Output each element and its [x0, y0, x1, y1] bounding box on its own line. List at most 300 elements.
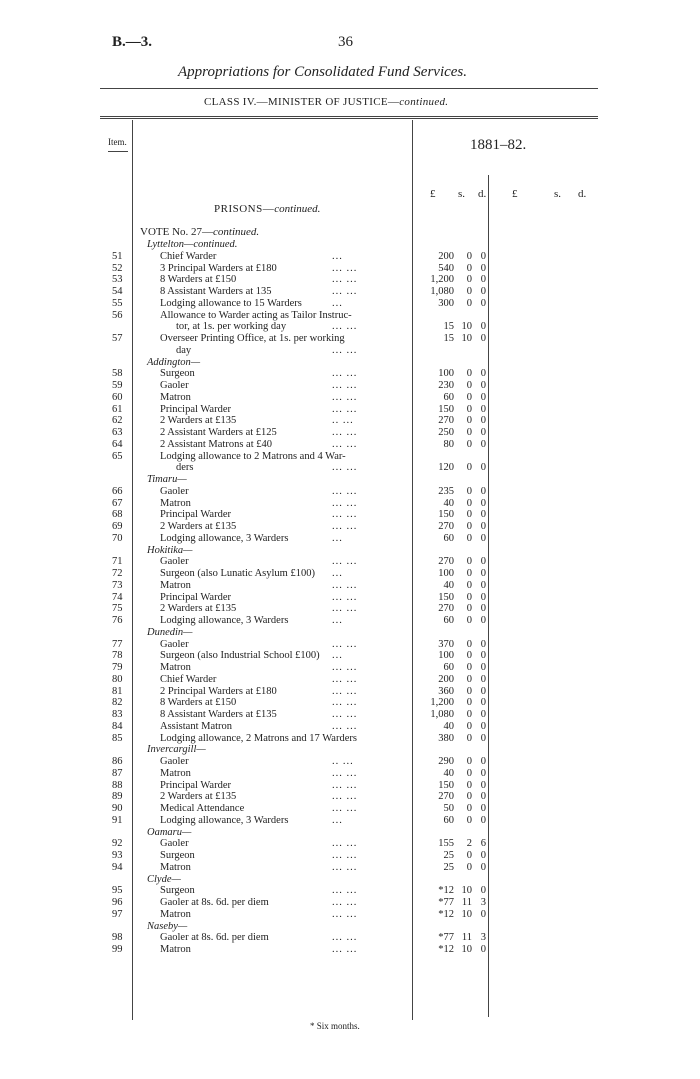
item-number: 94: [112, 861, 123, 873]
amount-pounds: 50: [443, 803, 454, 814]
leader-dots: ... ...: [332, 521, 358, 532]
amount-pounds: 360: [438, 685, 454, 697]
table-row: [0, 451, 700, 463]
leader-dots: ...: [332, 532, 343, 544]
amount-shillings: 0: [466, 274, 472, 286]
amount-pence: 0: [480, 803, 486, 814]
amount-pounds: 1,080: [430, 709, 454, 720]
table-row: [0, 721, 700, 733]
amount-pence: 0: [480, 697, 486, 709]
table-row: [0, 768, 700, 780]
amount-shillings: 0: [466, 391, 472, 403]
leader-dots: .. ...: [332, 415, 354, 427]
amount-shillings: 0: [466, 732, 472, 744]
amount-shillings: 0: [466, 579, 472, 591]
leader-dots: ... ...: [332, 767, 358, 779]
amount-pence: 0: [480, 861, 486, 873]
amount-pence: 0: [480, 756, 486, 767]
table-row: [0, 850, 700, 862]
amount-shillings: 0: [466, 767, 472, 779]
leader-dots: ...: [332, 650, 343, 662]
table-row: [0, 533, 700, 545]
amount-pence: 3: [480, 897, 486, 908]
item-number: 64: [112, 438, 123, 450]
item-description: Surgeon: [160, 850, 195, 861]
item-number: 98: [112, 932, 123, 944]
amount-pounds: *12: [438, 885, 454, 897]
amount-pounds: *77: [438, 897, 454, 908]
leader-dots: ... ...: [332, 944, 358, 955]
amount-pounds: 250: [438, 427, 454, 438]
table-row: [0, 733, 700, 745]
item-number: 99: [112, 944, 123, 955]
location-heading: Lyttelton—continued.: [147, 239, 238, 250]
table-row: [0, 815, 700, 827]
amount-shillings: 0: [466, 791, 472, 803]
item-number: 56: [112, 309, 123, 321]
table-row: [0, 439, 700, 451]
item-description: Chief Warder: [160, 673, 217, 685]
amount-shillings: 0: [466, 485, 472, 497]
item-description: Matron: [160, 908, 191, 920]
location-heading: Addington—: [147, 356, 201, 368]
leader-dots: ... ...: [332, 897, 358, 908]
item-description: Gaoler: [160, 485, 189, 497]
amount-pence: 6: [480, 838, 486, 850]
currency-shillings-1: s.: [458, 188, 466, 200]
item-number: 95: [112, 885, 123, 897]
amount-pence: 3: [480, 932, 486, 944]
item-number: 93: [112, 850, 123, 861]
table-row: [0, 415, 700, 427]
amount-pounds: 235: [438, 485, 454, 497]
item-number: 59: [112, 380, 123, 391]
item-description: Matron: [160, 767, 191, 779]
amount-shillings: 0: [466, 532, 472, 544]
item-description: Allowance to Warder acting as Tailor Instruc-: [160, 309, 352, 321]
amount-shillings: 0: [466, 662, 472, 673]
table-row: [0, 368, 700, 380]
item-description: Lodging allowance to 2 Matrons and 4 War-: [160, 450, 346, 462]
item-number: 92: [112, 838, 123, 850]
location-heading: Dunedin—: [147, 626, 193, 638]
item-number: 91: [112, 814, 123, 826]
leader-dots: .. ...: [332, 756, 354, 767]
item-number: 77: [112, 638, 123, 650]
table-row: [0, 592, 700, 604]
amount-shillings: 0: [466, 368, 472, 380]
leader-dots: ... ...: [332, 697, 358, 709]
item-description: Surgeon (also Lunatic Asylum £100): [160, 568, 315, 579]
leader-dots: ... ...: [332, 932, 358, 944]
amount-pounds: 1,200: [430, 274, 454, 286]
amount-pounds: *12: [438, 944, 454, 955]
table-row: [0, 310, 700, 322]
amount-pence: 0: [480, 462, 486, 474]
subheading-row: [0, 357, 700, 369]
item-number: 90: [112, 803, 123, 814]
currency-pounds-2: £: [512, 188, 518, 200]
item-description: Lodging allowance, 3 Warders: [160, 814, 289, 826]
item-description: Lodging allowance, 2 Matrons and 17 Warders: [160, 732, 357, 744]
page-title: Appropriations for Consolidated Fund Services.: [178, 64, 468, 80]
item-description: Principal Warder: [160, 779, 231, 791]
amount-pence: 0: [480, 497, 486, 509]
table-row: [0, 697, 700, 709]
rule-under-class-2: [100, 118, 598, 119]
item-description: Lodging allowance, 3 Warders: [160, 615, 289, 626]
table-row: [0, 603, 700, 615]
year-column-header: 1881–82.: [470, 137, 527, 153]
amount-shillings: 0: [466, 591, 472, 603]
amount-pence: 0: [480, 779, 486, 791]
leader-dots: ... ...: [332, 685, 358, 697]
amount-shillings: 10: [461, 321, 472, 333]
leader-dots: ... ...: [332, 344, 358, 356]
currency-shillings-2: s.: [554, 188, 562, 200]
item-description: Overseer Printing Office, at 1s. per working: [160, 333, 345, 344]
amount-shillings: 0: [466, 438, 472, 450]
item-column-header: Item.: [108, 137, 127, 147]
leader-dots: ... ...: [332, 274, 358, 286]
leader-dots: ... ...: [332, 850, 358, 861]
item-number: 58: [112, 368, 123, 380]
table-row: [0, 838, 700, 850]
item-description: 2 Assistant Warders at £125: [160, 427, 277, 438]
item-description: Lodging allowance to 15 Warders: [160, 297, 302, 309]
item-description: 2 Assistant Matrons at £40: [160, 438, 272, 450]
amount-shillings: 0: [466, 403, 472, 415]
amount-pence: 0: [480, 791, 486, 803]
section-heading: PRISONS—continued.: [214, 203, 321, 215]
item-description: Gaoler: [160, 756, 189, 767]
amount-shillings: 2: [466, 838, 472, 850]
item-description: Principal Warder: [160, 403, 231, 415]
leader-dots: ... ...: [332, 509, 358, 521]
class-heading: CLASS IV.—MINISTER OF JUSTICE—continued.: [204, 96, 449, 108]
leader-dots: ... ...: [332, 391, 358, 403]
amount-pence: 0: [480, 732, 486, 744]
amount-pounds: 120: [438, 462, 454, 474]
table-row: [0, 486, 700, 498]
item-description: 8 Assistant Warders at 135: [160, 286, 272, 297]
item-number: 87: [112, 767, 123, 779]
currency-pence-2: d.: [578, 188, 587, 200]
amount-pounds: 270: [438, 556, 454, 568]
amount-shillings: 0: [466, 650, 472, 662]
amount-pence: 0: [480, 720, 486, 732]
amount-pence: 0: [480, 615, 486, 626]
amount-pence: 0: [480, 591, 486, 603]
amount-pounds: 25: [443, 850, 454, 861]
amount-shillings: 0: [466, 673, 472, 685]
item-description: Surgeon: [160, 368, 195, 380]
amount-pounds: 100: [438, 650, 454, 662]
amount-shillings: 11: [461, 897, 472, 908]
amount-pounds: 290: [438, 756, 454, 767]
leader-dots: ... ...: [332, 638, 358, 650]
item-number: 54: [112, 286, 123, 297]
subheading-row: [0, 627, 700, 639]
amount-shillings: 0: [466, 603, 472, 615]
amount-pence: 0: [480, 662, 486, 673]
item-number: 55: [112, 297, 123, 309]
amount-shillings: 0: [466, 297, 472, 309]
amount-pounds: *12: [438, 908, 454, 920]
item-number: 52: [112, 262, 123, 274]
amount-shillings: 0: [466, 462, 472, 474]
vote-heading: VOTE No. 27—continued.: [140, 226, 260, 238]
subheading-row: [0, 239, 700, 251]
amount-shillings: 0: [466, 380, 472, 391]
location-heading: Invercargill—: [147, 744, 206, 756]
currency-pounds-1: £: [430, 188, 436, 200]
location-heading: Hokitika—: [147, 544, 193, 556]
item-number: 71: [112, 556, 123, 568]
item-description: Medical Attendance: [160, 803, 245, 814]
leader-dots: ... ...: [332, 286, 358, 297]
table-row: [0, 404, 700, 416]
amount-pounds: 270: [438, 415, 454, 427]
item-number: 80: [112, 673, 123, 685]
amount-pence: 0: [480, 556, 486, 568]
currency-pence-1: d.: [478, 188, 487, 200]
item-description: Gaoler: [160, 638, 189, 650]
amount-pounds: 150: [438, 591, 454, 603]
item-description: Matron: [160, 861, 191, 873]
item-description: Assistant Matron: [160, 720, 233, 732]
item-number: 73: [112, 579, 123, 591]
amount-pounds: 270: [438, 521, 454, 532]
table-row: [0, 780, 700, 792]
item-number: 68: [112, 509, 123, 521]
amount-pence: 0: [480, 368, 486, 380]
table-row: [0, 756, 700, 768]
leader-dots: ... ...: [332, 380, 358, 391]
amount-pence: 0: [480, 415, 486, 427]
table-row: [0, 521, 700, 533]
leader-dots: ... ...: [332, 603, 358, 615]
item-description: Matron: [160, 944, 191, 955]
item-description: Gaoler: [160, 838, 189, 850]
amount-pounds: 100: [438, 568, 454, 579]
item-description: ders: [176, 462, 194, 474]
amount-shillings: 0: [466, 850, 472, 861]
item-description: day: [176, 344, 192, 356]
page-number: 36: [338, 34, 353, 50]
subheading-row: [0, 474, 700, 486]
item-description: Gaoler: [160, 556, 189, 568]
table-row: [0, 333, 700, 345]
item-description: Principal Warder: [160, 591, 231, 603]
item-number: 74: [112, 591, 123, 603]
table-row: [0, 580, 700, 592]
amount-shillings: 0: [466, 779, 472, 791]
amount-pounds: 150: [438, 779, 454, 791]
item-description: Surgeon (also Industrial School £100): [160, 650, 320, 662]
amount-shillings: 0: [466, 427, 472, 438]
table-row: [0, 885, 700, 897]
item-number: 79: [112, 662, 123, 673]
leader-dots: ...: [332, 297, 343, 309]
item-description: Matron: [160, 497, 191, 509]
table-row: [0, 462, 700, 474]
item-number: 70: [112, 532, 123, 544]
amount-pounds: 60: [443, 391, 454, 403]
amount-pence: 0: [480, 814, 486, 826]
leader-dots: ... ...: [332, 368, 358, 380]
table-row: [0, 909, 700, 921]
item-number: 88: [112, 779, 123, 791]
item-number: 62: [112, 415, 123, 427]
amount-shillings: 0: [466, 720, 472, 732]
table-row: [0, 380, 700, 392]
item-description: Gaoler at 8s. 6d. per diem: [160, 897, 269, 908]
leader-dots: ...: [332, 814, 343, 826]
table-row: [0, 568, 700, 580]
amount-shillings: 0: [466, 521, 472, 532]
table-row: [0, 650, 700, 662]
subheading-row: [0, 874, 700, 886]
item-number: 72: [112, 568, 123, 579]
item-number: 60: [112, 391, 123, 403]
amount-shillings: 0: [466, 709, 472, 720]
amount-shillings: 10: [461, 944, 472, 955]
item-number: 53: [112, 274, 123, 286]
rule-top: [100, 88, 598, 89]
item-number: 89: [112, 791, 123, 803]
table-row: [0, 286, 700, 298]
location-heading: Naseby—: [147, 920, 188, 932]
item-number: 66: [112, 485, 123, 497]
item-number: 65: [112, 450, 123, 462]
rule-under-class: [100, 116, 598, 117]
item-description: Matron: [160, 662, 191, 673]
amount-shillings: 0: [466, 615, 472, 626]
amount-shillings: 11: [461, 932, 472, 944]
table-row: [0, 509, 700, 521]
table-row: [0, 345, 700, 357]
leader-dots: ... ...: [332, 791, 358, 803]
amount-shillings: 0: [466, 286, 472, 297]
item-description: Chief Warder: [160, 250, 217, 262]
amount-pounds: 80: [443, 438, 454, 450]
leader-dots: ... ...: [332, 779, 358, 791]
leader-dots: ... ...: [332, 556, 358, 568]
table-row: [0, 674, 700, 686]
item-description: Gaoler: [160, 380, 189, 391]
item-description: 2 Warders at £135: [160, 415, 237, 427]
item-number: 51: [112, 250, 123, 262]
leader-dots: ... ...: [332, 908, 358, 920]
table-row: [0, 662, 700, 674]
item-number: 86: [112, 756, 123, 767]
item-number: 57: [112, 333, 123, 344]
amount-shillings: 0: [466, 556, 472, 568]
amount-pounds: 40: [443, 579, 454, 591]
amount-pence: 0: [480, 532, 486, 544]
amount-pence: 0: [480, 638, 486, 650]
item-description: Matron: [160, 579, 191, 591]
leader-dots: ... ...: [332, 861, 358, 873]
amount-pounds: 270: [438, 603, 454, 615]
table-row: [0, 686, 700, 698]
amount-pounds: 150: [438, 403, 454, 415]
amount-shillings: 10: [461, 908, 472, 920]
table-row: [0, 862, 700, 874]
item-description: Lodging allowance, 3 Warders: [160, 532, 289, 544]
item-number: 76: [112, 615, 123, 626]
amount-pounds: 270: [438, 791, 454, 803]
amount-pence: 0: [480, 509, 486, 521]
item-number: 78: [112, 650, 123, 662]
item-number: 81: [112, 685, 123, 697]
amount-pounds: 60: [443, 615, 454, 626]
item-number: 82: [112, 697, 123, 709]
item-description: 2 Warders at £135: [160, 603, 237, 615]
amount-pence: 0: [480, 427, 486, 438]
amount-pounds: 60: [443, 814, 454, 826]
item-description: 3 Principal Warders at £180: [160, 262, 277, 274]
amount-pounds: 150: [438, 509, 454, 521]
amount-pence: 0: [480, 767, 486, 779]
amount-pounds: 380: [438, 732, 454, 744]
amount-pence: 0: [480, 262, 486, 274]
table-row: [0, 709, 700, 721]
item-number: 97: [112, 908, 123, 920]
amount-pence: 0: [480, 485, 486, 497]
item-description: Surgeon: [160, 885, 195, 897]
leader-dots: ... ...: [332, 497, 358, 509]
amount-pounds: *77: [438, 932, 454, 944]
leader-dots: ... ...: [332, 438, 358, 450]
leader-dots: ... ...: [332, 591, 358, 603]
table-row: [0, 639, 700, 651]
amount-shillings: 0: [466, 262, 472, 274]
amount-pence: 0: [480, 579, 486, 591]
item-description: tor, at 1s. per working day: [176, 321, 287, 333]
amount-pence: 0: [480, 650, 486, 662]
leader-dots: ... ...: [332, 709, 358, 720]
amount-shillings: 0: [466, 509, 472, 521]
table-row: [0, 298, 700, 310]
item-underline: [108, 151, 128, 152]
amount-pounds: 100: [438, 368, 454, 380]
amount-pence: 0: [480, 297, 486, 309]
leader-dots: ... ...: [332, 427, 358, 438]
table-row: [0, 791, 700, 803]
table-row: [0, 803, 700, 815]
amount-shillings: 0: [466, 568, 472, 579]
subheading-row: [0, 744, 700, 756]
item-description: Principal Warder: [160, 509, 231, 521]
leader-dots: ... ...: [332, 662, 358, 673]
leader-dots: ...: [332, 250, 343, 262]
item-number: 75: [112, 603, 123, 615]
leader-dots: ... ...: [332, 885, 358, 897]
amount-pounds: 25: [443, 861, 454, 873]
table-row: [0, 251, 700, 263]
item-number: 84: [112, 720, 123, 732]
item-description: 2 Warders at £135: [160, 791, 237, 803]
amount-pence: 0: [480, 603, 486, 615]
amount-shillings: 0: [466, 497, 472, 509]
table-row: [0, 321, 700, 333]
subheading-row: [0, 545, 700, 557]
leader-dots: ... ...: [332, 403, 358, 415]
amount-pence: 0: [480, 685, 486, 697]
amount-shillings: 10: [461, 333, 472, 344]
